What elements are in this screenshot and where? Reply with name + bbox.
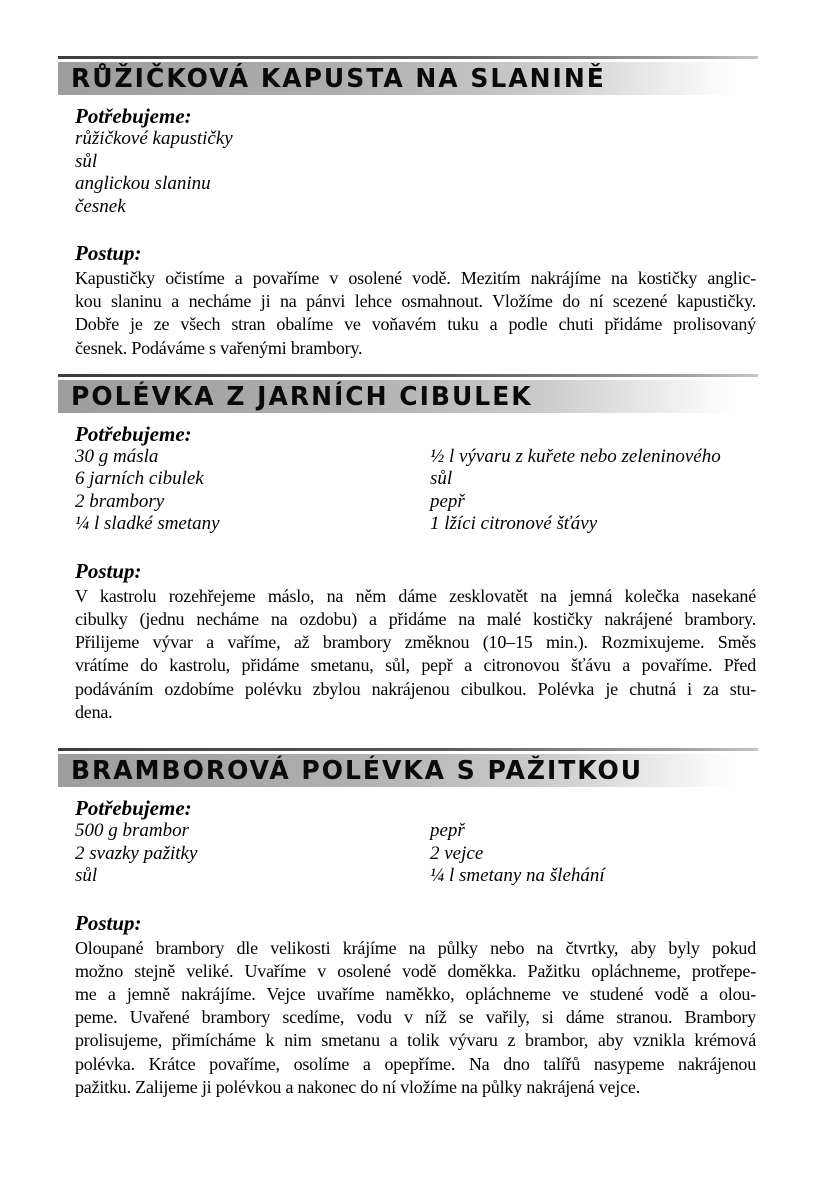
method-label: Postup:: [75, 910, 142, 935]
method-text-line: pažitku. Zalijeme ji polévkou a nakonec do ní vložíme na půlky nakrájená vejce.: [75, 1076, 640, 1097]
method-text-line: Oloupané brambory dle velikosti krájíme na půlky nebo na čtvrtky, aby byly pokud: [75, 937, 756, 958]
recipe-content: [58, 105, 756, 360]
ingredients-label: Potřebujeme:: [75, 104, 192, 128]
ingredients-list: [75, 446, 756, 536]
method-paragraph: [75, 585, 756, 724]
ingredient-item: 500 g brambor: [75, 820, 190, 842]
method-text-line: prolisujeme, přimícháme k nim smetanu a tolik vývaru z brambor, aby vznikla krémová: [75, 1030, 756, 1051]
recipe-content: [58, 797, 756, 1099]
method-text-line: Kapustičky očistíme a povaříme v osolené vodě. Mezitím nakrájíme na kostičky anglic-: [75, 268, 756, 288]
ingredient-item: 30 g másla: [75, 445, 159, 467]
ingredient-item: ¼ l sladké smetany: [75, 513, 220, 535]
method-label: Postup:: [75, 558, 142, 583]
recipe-title: RŮŽIČKOVÁ KAPUSTA NA SLANINĚ: [71, 63, 606, 94]
ingredients-label: Potřebujeme:: [75, 421, 192, 446]
method-text-line: možno stejně veliké. Uvaříme v osolené vodě doměkka. Pažitku opláchneme, protřepe-: [75, 960, 756, 981]
ingredients-label: Potřebujeme:: [75, 796, 192, 821]
ingredients-list: [75, 820, 756, 888]
ingredient-item: ¼ l smetany na šlehání: [430, 865, 605, 887]
ingredients-column-left: [75, 128, 430, 218]
method-text-line: cibulky (jednu necháme na ozdobu) a přidáme na malé kostičky nakrájené brambory.: [75, 609, 756, 630]
ingredients-column-right: [430, 446, 756, 536]
ingredient-item: 2 brambory: [75, 490, 165, 512]
method-text-line: česnek. Podáváme s vařenými brambory.: [75, 337, 363, 358]
recipe-content: [58, 423, 756, 724]
recipe-title-bar: [58, 380, 758, 413]
method-text-line: dena.: [75, 701, 113, 722]
ingredient-item: 1 lžíci citronové šťávy: [430, 513, 598, 535]
recipe-title: BRAMBOROVÁ POLÉVKA S PAŽITKOU: [71, 755, 644, 786]
method-text-line: Dobře je ze všech stran obalíme ve voňavém tuku a podle chuti přidáme prolisovaný: [75, 314, 756, 335]
ingredient-item: 2 svazky pažitky: [75, 842, 198, 864]
ingredient-item: anglickou slaninu: [75, 173, 211, 194]
recipe-title: POLÉVKA Z JARNÍCH CIBULEK: [71, 381, 533, 412]
ingredient-item: sůl: [75, 150, 98, 172]
method-text-line: V kastrolu rozehřejeme máslo, na něm dáme zesklovatět na jemná kolečka nasekané: [75, 585, 756, 606]
ingredient-item: sůl: [430, 468, 453, 490]
method-text-line: podáváním ozdobíme polévku zbylou nakrájenou cibulkou. Polévka je chutná i za stu-: [75, 678, 756, 699]
recipe-title-bar: [58, 62, 758, 95]
method-text-line: kou slaninu a necháme ji na pánvi lehce osmahnout. Vložíme do ní scezené kapustičky.: [75, 291, 756, 312]
ingredients-column-left: [75, 446, 430, 536]
method-text-line: Přilijeme vývar a vaříme, až brambory změknou (10–15 min.). Rozmixujeme. Směs: [75, 632, 756, 653]
ingredient-item: 2 vejce: [430, 842, 484, 864]
method-paragraph: [75, 937, 756, 1099]
method-paragraph: [75, 267, 756, 360]
ingredient-item: česnek: [75, 195, 126, 217]
method-text-line: peme. Uvařené brambory scedíme, vodu v níž se vařily, si dáme stranou. Brambory: [75, 1007, 756, 1028]
ingredients-column-left: [75, 820, 430, 888]
ingredients-column-right: [430, 128, 756, 218]
title-bar-topline: [58, 748, 758, 751]
recipe-section-brussels-sprouts: [58, 56, 758, 360]
ingredient-item: 6 jarních cibulek: [75, 468, 204, 490]
ingredients-list: [75, 128, 756, 218]
method-label: Postup:: [75, 241, 142, 265]
title-bar-topline: [58, 374, 758, 377]
recipe-title-bar: [58, 754, 758, 787]
ingredient-item: sůl: [75, 865, 98, 887]
ingredient-item: pepř: [430, 490, 465, 512]
recipe-section-potato-soup: [58, 748, 758, 1099]
method-text-line: me a jemně nakrájíme. Vejce uvaříme naměkko, opláchneme ve studené vodě a olou-: [75, 983, 756, 1004]
recipe-section-spring-onion-soup: [58, 374, 758, 724]
ingredient-item: růžičkové kapustičky: [75, 128, 233, 149]
title-bar-topline: [58, 56, 758, 59]
ingredient-item: ½ l vývaru z kuřete nebo zeleninového: [430, 445, 721, 467]
ingredients-column-right: [430, 820, 756, 888]
method-text-line: vrátíme do kastrolu, přidáme smetanu, sůl, pepř a citronovou šťávu a povaříme. Před: [75, 655, 756, 676]
ingredient-item: pepř: [430, 820, 465, 842]
method-text-line: polévka. Krátce povaříme, osolíme a opepříme. Na dno talířů nasypeme nakrájenou: [75, 1053, 756, 1074]
